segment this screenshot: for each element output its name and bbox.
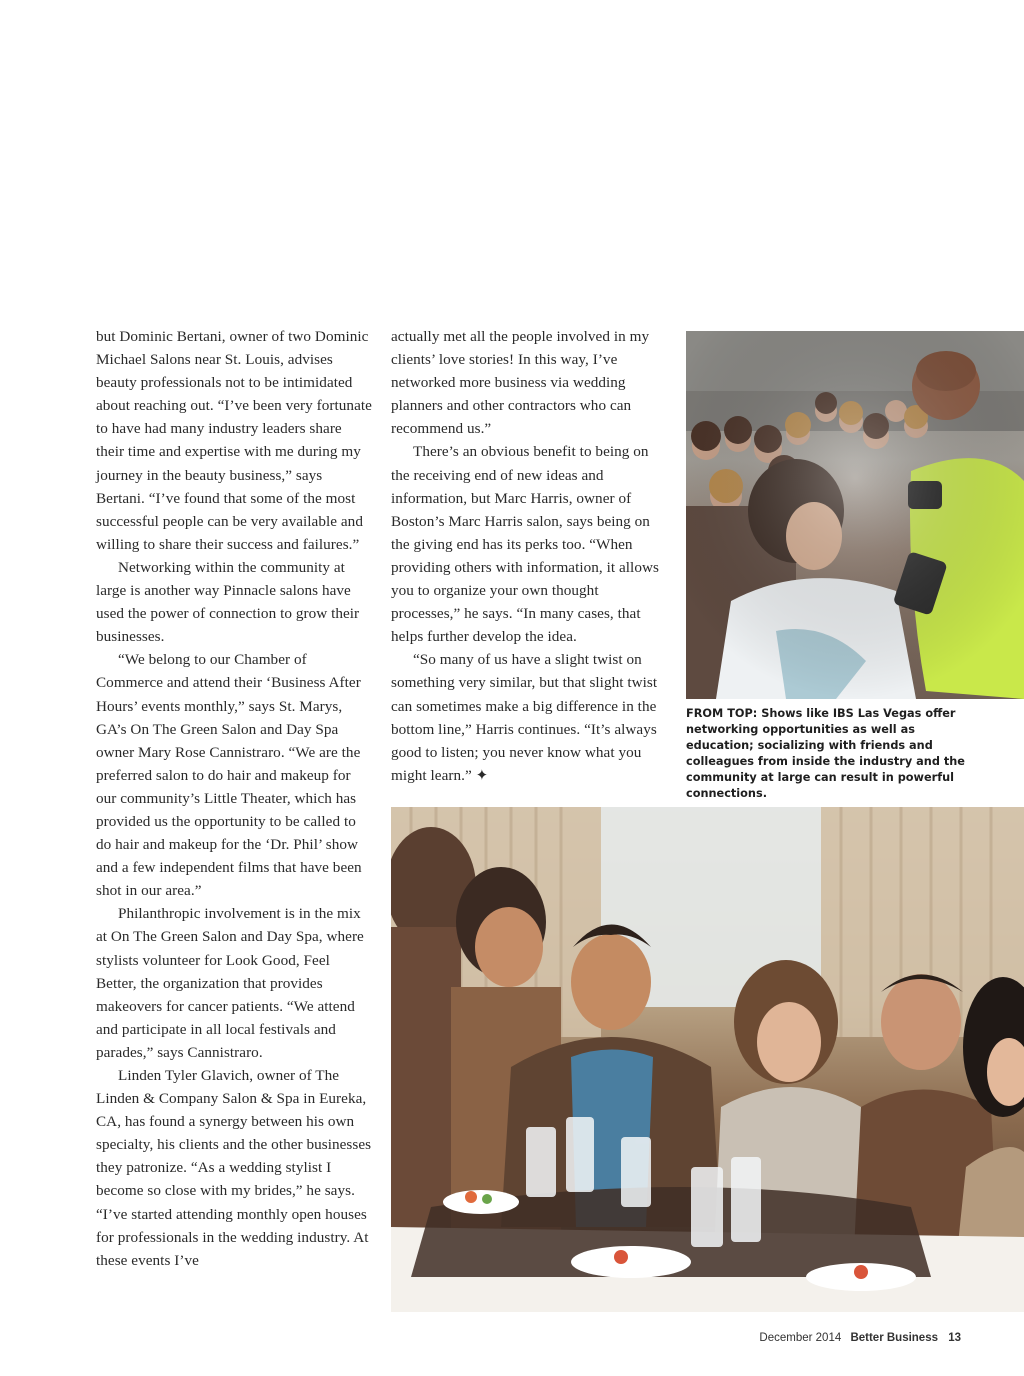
- paragraph: “So many of us have a slight twist on something very similar, but that slight twist can sometimes make a big difference in the bottom line,” Harris continues. “It’s always good to listen; you never know what you might learn.” ✦: [391, 651, 658, 784]
- footer-publication: Better Business: [850, 1332, 938, 1344]
- article-column-2: [391, 325, 663, 787]
- paragraph: There’s an obvious benefit to being on the receiving end of new ideas and information, but Marc Harris, owner of Boston’s Marc Harris salon, says being on the giving end has its perks too. “When providing others with information, it allows you to organize your own thought processes,” he says. “In many cases, that helps further develop the idea.: [391, 443, 659, 646]
- paragraph: Linden Tyler Glavich, owner of The Linden & Company Salon & Spa in Eureka, CA, has found a synergy between his own specialty, his clients and the other businesses they patronize. “As a wedding stylist I become so close with my brides,” he says. “I’ve started attending monthly open houses for professionals in the wedding industry. At these events I’ve: [96, 1067, 372, 1269]
- photo-caption: FROM TOP: Shows like IBS Las Vegas offer networking opportunities as well as education; socializing with friends and colleagues from inside the industry and the community at large can result in powerful connections.: [686, 707, 965, 801]
- paragraph: “We belong to our Chamber of Commerce and attend their ‘Business After Hours’ events monthly,” says St. Marys, GA’s On The Green Salon and Day Spa owner Mary Rose Cannistraro. “We are the preferred salon to do hair and makeup for our community’s Little Theater, which has provided us the opportunity to be called to do hair and makeup for the ‘Dr. Phil’ show and a few independent films that have been shot in our area.”: [96, 651, 362, 900]
- paragraph: actually met all the people involved in my clients’ love stories! In this way, I’ve networked more business via wedding planners and other contractors who can recommend us.”: [391, 328, 650, 438]
- trade-show-photo: [686, 331, 1024, 699]
- dinner-gathering-photo: [391, 807, 1024, 1312]
- article-column-1: [96, 325, 372, 1272]
- paragraph: but Dominic Bertani, owner of two Dominic Michael Salons near St. Louis, advises beauty professionals not to be intimidated about reaching out. “I’ve been very fortunate to have had many industry leaders share their time and expertise with me during my journey in the beauty business,” says Bertani. “I’ve found that some of the most successful people can be very available and willing to share their success and failures.”: [96, 328, 372, 553]
- paragraph: Philanthropic involvement is in the mix at On The Green Salon and Day Spa, where stylists volunteer for Look Good, Feel Better, the organization that provides makeovers for cancer patients. “We attend and participate in all local festivals and parades,” says Cannistraro.: [96, 905, 364, 1061]
- page-number: 13: [948, 1332, 961, 1344]
- page-footer: [759, 1332, 961, 1344]
- footer-date: December 2014: [759, 1332, 842, 1344]
- paragraph: Networking within the community at large is another way Pinnacle salons have used the power of connection to grow their businesses.: [96, 558, 360, 646]
